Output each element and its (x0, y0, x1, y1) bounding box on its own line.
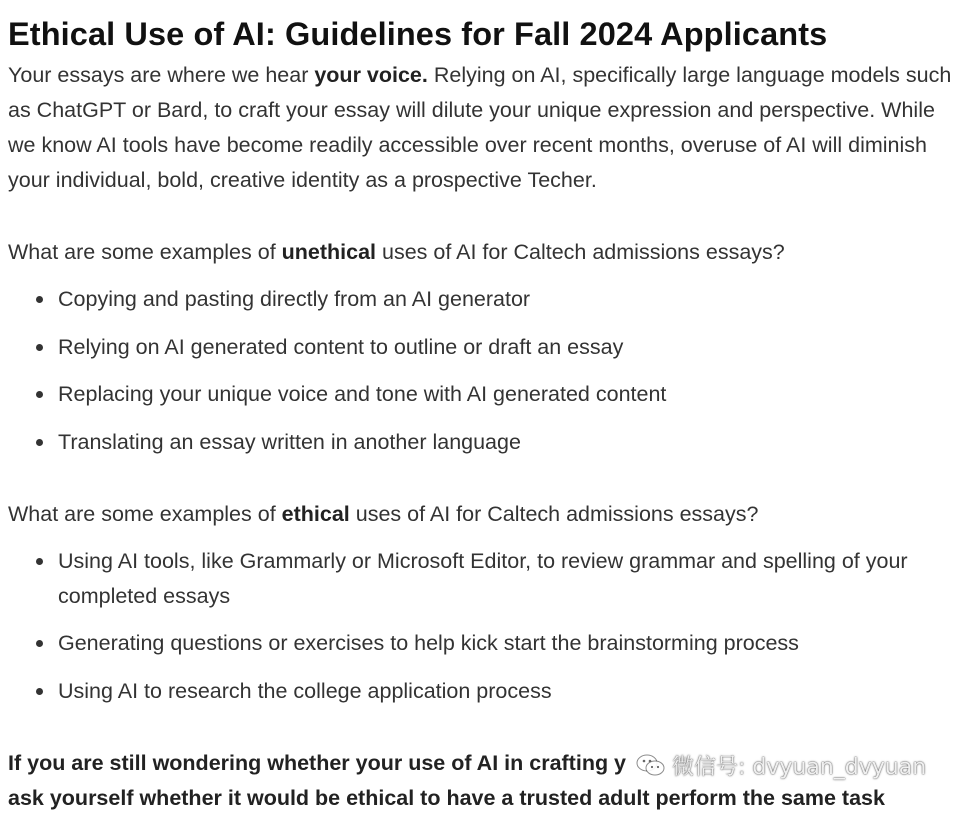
bullet-icon (36, 688, 43, 695)
bullet-icon (36, 558, 43, 565)
intro-bold-text: your voice. (314, 63, 428, 87)
unethical-list (8, 282, 953, 460)
ethical-list (8, 544, 953, 709)
closing-line-2: ask yourself whether it would be ethical to have a trusted adult perform the same task (8, 785, 885, 810)
list-item-text: Using AI tools, like Grammarly or Microsoft Editor, to review grammar and spelling of your completed essays (58, 548, 908, 608)
list-item-text: Replacing your unique voice and tone with AI generated content (58, 382, 667, 406)
watermark-text: 微信号: dvyuan_dvyuan (672, 755, 927, 780)
unethical-question (8, 235, 953, 270)
ethical-question-before: What are some examples of (8, 501, 282, 526)
ethical-question (8, 497, 953, 532)
list-item (8, 425, 953, 460)
bullet-icon (36, 439, 43, 446)
list-item-text: Generating questions or exercises to help kick start the brainstorming process (58, 631, 799, 655)
intro-text-before: Your essays are where we hear (8, 63, 315, 87)
ethical-question-after: uses of AI for Caltech admissions essays? (349, 501, 759, 526)
list-item (8, 330, 953, 365)
unethical-question-after: uses of AI for Caltech admissions essays? (376, 240, 785, 264)
closing-line-1: If you are still wondering whether your use of AI in crafting y (8, 750, 627, 775)
list-item (8, 377, 953, 412)
unethical-question-before: What are some examples of (8, 240, 282, 264)
list-item-text: Using AI to research the college application process (58, 678, 552, 703)
watermark (636, 750, 926, 781)
intro-paragraph (8, 58, 953, 198)
intro-text-after: Relying on AI, specifically large language models such as ChatGPT or Bard, to craft your essay will dilute your unique expression and perspective. While we know AI tools have become readily accessible over recent months, overuse of AI will diminish your individual, bold, creative identity as a prospective Techer. (8, 63, 952, 192)
list-item (8, 674, 953, 709)
bullet-icon (36, 296, 43, 303)
page-title: Ethical Use of AI: Guidelines for Fall 2024 Applicants (8, 16, 828, 52)
unethical-question-bold: unethical (281, 240, 377, 264)
list-item (8, 544, 953, 614)
bullet-icon (36, 391, 43, 398)
list-item-text: Translating an essay written in another language (58, 429, 521, 454)
article (8, 0, 953, 816)
wechat-icon (636, 753, 666, 779)
list-item-text: Copying and pasting directly from an AI generator (58, 287, 531, 311)
ethical-question-bold: ethical (281, 501, 350, 526)
list-item (8, 626, 953, 661)
list-item (8, 282, 953, 317)
bullet-icon (36, 344, 43, 351)
bullet-icon (36, 640, 43, 647)
list-item-text: Relying on AI generated content to outline or draft an essay (58, 334, 624, 359)
